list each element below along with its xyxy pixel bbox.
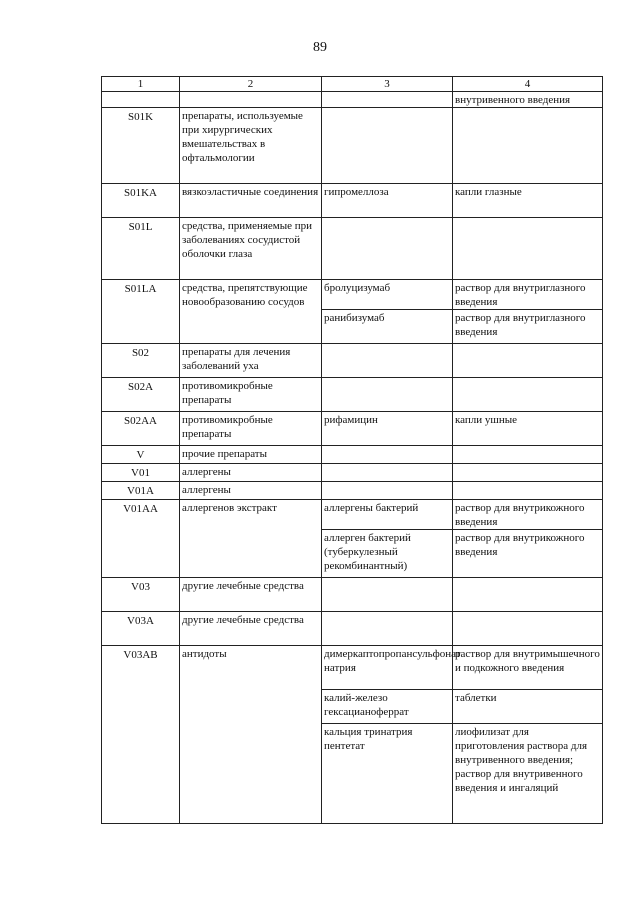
dosage-form-cell: раствор для внутримышечного и подкожного введения <box>453 646 603 690</box>
drug-name-cell <box>322 446 453 464</box>
drug-name-cell <box>322 344 453 378</box>
table-row <box>102 378 603 412</box>
table-row <box>102 646 603 690</box>
dosage-form-cell: раствор для внутриглазного введения <box>453 310 603 344</box>
table-row <box>102 344 603 378</box>
continuation-form-cell: внутривенного введения <box>453 92 603 108</box>
atc-code-cell: S02AA <box>102 412 180 446</box>
dosage-form-cell: раствор для внутрикожного введения <box>453 530 603 578</box>
dosage-form-cell: капли ушные <box>453 412 603 446</box>
group-name-cell: аллергены <box>180 482 322 500</box>
dosage-form-cell <box>453 344 603 378</box>
atc-code-cell: S02A <box>102 378 180 412</box>
header-row <box>102 77 603 92</box>
table-row <box>102 464 603 482</box>
group-name-cell: средства, применяемые при заболеваниях сосудистой оболочки глаза <box>180 218 322 280</box>
header-cell-1: 1 <box>102 77 180 92</box>
drug-name-cell: ранибизумаб <box>322 310 453 344</box>
group-name-cell: прочие препараты <box>180 446 322 464</box>
group-name-cell: препараты, используемые при хирургических вмешательствах в офтальмологии <box>180 108 322 184</box>
atc-code-cell: V01 <box>102 464 180 482</box>
dosage-form-cell <box>453 378 603 412</box>
table-row <box>102 108 603 184</box>
table-row <box>102 482 603 500</box>
dosage-form-cell <box>453 108 603 184</box>
atc-code-cell: S01LA <box>102 280 180 344</box>
drug-name-cell: гипромеллоза <box>322 184 453 218</box>
atc-code-cell: S01K <box>102 108 180 184</box>
group-name-cell: вязкоэластичные соединения <box>180 184 322 218</box>
drug-name-cell: димеркаптопропансульфонат натрия <box>322 646 453 690</box>
atc-code-cell: S01L <box>102 218 180 280</box>
table-row <box>102 446 603 464</box>
continuation-row <box>102 92 603 108</box>
drug-name-cell: аллергены бактерий <box>322 500 453 530</box>
dosage-form-cell: капли глазные <box>453 184 603 218</box>
drug-name-cell <box>322 578 453 612</box>
table-row <box>102 612 603 646</box>
table-row <box>102 218 603 280</box>
header-cell-2: 2 <box>180 77 322 92</box>
dosage-form-cell <box>453 218 603 280</box>
dosage-form-cell <box>453 482 603 500</box>
continuation-empty-cell <box>180 92 322 108</box>
page-number: 89 <box>313 40 327 55</box>
drug-name-cell: калий-железо гексацианоферрат <box>322 690 453 724</box>
dosage-form-cell: лиофилизат для приготовления раствора для внутривенного введения; раствор для внутривенного введения и ингаляций <box>453 724 603 824</box>
group-name-cell: аллергенов экстракт <box>180 500 322 578</box>
table-row <box>102 500 603 530</box>
group-name-cell: препараты для лечения заболеваний уха <box>180 344 322 378</box>
table-row <box>102 412 603 446</box>
atc-code-cell: V03A <box>102 612 180 646</box>
drug-name-cell <box>322 482 453 500</box>
drug-name-cell: кальция тринатрия пентетат <box>322 724 453 824</box>
header-cell-3: 3 <box>322 77 453 92</box>
dosage-form-cell: раствор для внутрикожного введения <box>453 500 603 530</box>
dosage-form-cell <box>453 578 603 612</box>
table-row <box>102 280 603 310</box>
dosage-form-cell <box>453 446 603 464</box>
drug-name-cell: бролуцизумаб <box>322 280 453 310</box>
drug-table <box>101 76 603 824</box>
atc-code-cell: V <box>102 446 180 464</box>
table-row <box>102 184 603 218</box>
drug-name-cell <box>322 378 453 412</box>
table-body <box>102 92 603 824</box>
dosage-form-cell <box>453 612 603 646</box>
drug-name-cell <box>322 464 453 482</box>
atc-code-cell: V01AA <box>102 500 180 578</box>
atc-code-cell: V03AB <box>102 646 180 824</box>
group-name-cell: противомикробные препараты <box>180 412 322 446</box>
dosage-form-cell <box>453 464 603 482</box>
dosage-form-cell: раствор для внутриглазного введения <box>453 280 603 310</box>
atc-code-cell: S02 <box>102 344 180 378</box>
group-name-cell: противомикробные препараты <box>180 378 322 412</box>
drug-name-cell <box>322 218 453 280</box>
table-row <box>102 578 603 612</box>
atc-code-cell: S01KA <box>102 184 180 218</box>
dosage-form-cell: таблетки <box>453 690 603 724</box>
atc-code-cell: V01A <box>102 482 180 500</box>
group-name-cell: средства, препятствующие новообразованию сосудов <box>180 280 322 344</box>
group-name-cell: аллергены <box>180 464 322 482</box>
drug-name-cell: аллерген бактерий (туберкулезный рекомбинантный) <box>322 530 453 578</box>
atc-code-cell: V03 <box>102 578 180 612</box>
group-name-cell: антидоты <box>180 646 322 824</box>
group-name-cell: другие лечебные средства <box>180 578 322 612</box>
continuation-empty-cell <box>322 92 453 108</box>
continuation-empty-cell <box>102 92 180 108</box>
group-name-cell: другие лечебные средства <box>180 612 322 646</box>
drug-name-cell: рифамицин <box>322 412 453 446</box>
drug-name-cell <box>322 612 453 646</box>
drug-name-cell <box>322 108 453 184</box>
header-cell-4: 4 <box>453 77 603 92</box>
